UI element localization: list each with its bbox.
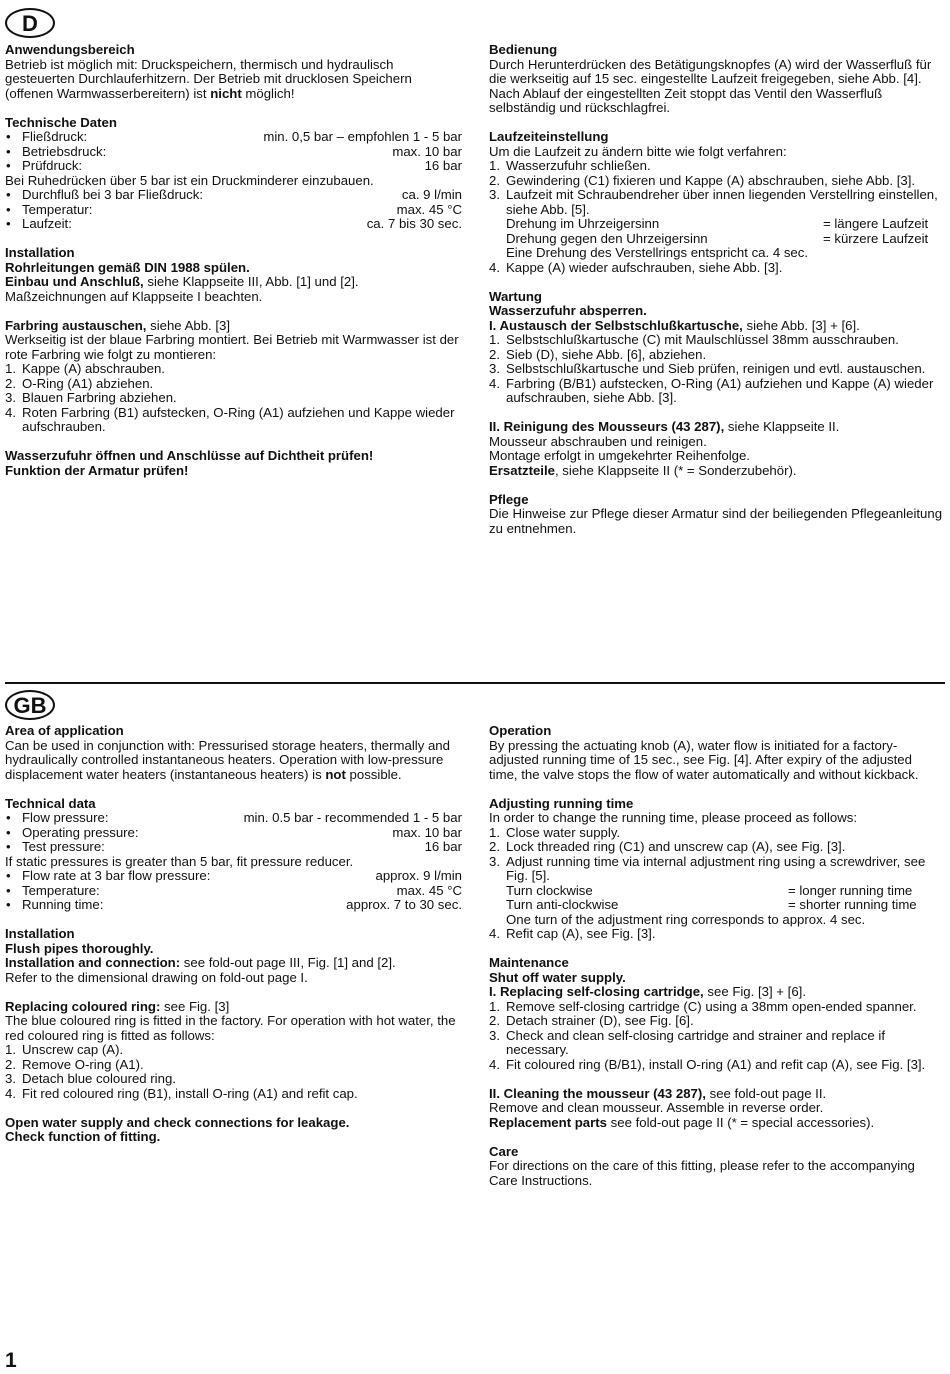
gb-spec-list-2 <box>5 869 462 913</box>
de-turn-clockwise-row: Drehung im Uhrzeigersinn = längere Laufzeit <box>506 216 929 231</box>
gb-open-water-instruction: Open water supply and check connections for leakage. <box>5 1114 350 1130</box>
gb-tech-section <box>5 797 462 913</box>
gb-tech-heading: Technical data <box>5 795 96 811</box>
gb-runtime-section <box>489 797 944 942</box>
gb-care-heading: Care <box>489 1143 519 1159</box>
de-ring-heading: Farbring austauschen, siehe Abb. [3] <box>5 317 231 333</box>
de-care-text: Die Hinweise zur Pflege dieser Armatur sind der beiliegenden Pflegeanleitung zu entnehmen. <box>489 506 943 536</box>
de-cartridge-heading: I. Austausch der Selbstschlußkartusche, siehe Abb. [3] + [6]. <box>489 317 860 333</box>
gb-mousseur-text-1: Remove and clean mousseur. Assemble in reverse order. <box>489 1100 824 1115</box>
gb-runtime-intro: In order to change the running time, please proceed as follows: <box>489 810 858 825</box>
list-item: 3. Adjust running time via internal adjustment ring using a screwdriver, see Fig. [5]. <box>489 853 926 883</box>
language-badge-gb: GB <box>5 690 55 720</box>
gb-operation-section <box>489 724 944 782</box>
gb-cartridge-heading: I. Replacing self-closing cartridge, see Fig. [3] + [6]. <box>489 984 806 999</box>
de-shutoff-instruction: Wasserzufuhr absperren. <box>489 303 647 318</box>
page-number: 1 <box>5 1349 17 1372</box>
list-item: 3. Check and clean self-closing cartridge and strainer and replace if necessary. <box>489 1027 885 1057</box>
de-check-function: Funktion der Armatur prüfen! <box>5 462 189 478</box>
spec-row: • Durchfluß bei 3 bar Fließdruck: ca. 9 l/min <box>5 188 462 203</box>
gb-operation-text: By pressing the actuating knob (A), water flow is initiated for a factory-adjusted running time of 15 sec., see Fig. [4]. After expiry of the adjusted time, the valve stops the flow of water automatically and without kickback. <box>489 737 919 782</box>
de-turn-counterclockwise-row: Drehung gegen den Uhrzeigersinn = kürzere Laufzeit <box>506 230 929 246</box>
de-mousseur-text-2: Montage erfolgt in umgekehrter Reihenfolge. <box>489 448 750 463</box>
list-item: 3. Laufzeit mit Schraubendreher über innen liegenden Verstellring einstellen, siehe Abb. [5]. <box>489 187 938 217</box>
list-item: 1. Close water supply. <box>489 824 621 840</box>
spec-row: • Flow pressure: min. 0.5 bar - recommended 1 - 5 bar <box>5 811 462 826</box>
de-tech-section <box>5 116 462 232</box>
list-item: 1. Wasserzufuhr schließen. <box>489 158 651 173</box>
spec-row: • Laufzeit: ca. 7 bis 30 sec. <box>5 217 462 232</box>
de-runtime-intro: Um die Laufzeit zu ändern bitte wie folgt verfahren: <box>489 143 787 159</box>
spec-row: • Prüfdruck: 16 bar <box>5 159 462 174</box>
gb-scope-heading: Area of application <box>5 723 124 738</box>
gb-dimension-text: Refer to the dimensional drawing on fold-out page I. <box>5 969 308 985</box>
de-maintenance-heading: Wartung <box>489 288 542 304</box>
gb-turn-note: One turn of the adjustment ring corresponds to approx. 4 sec. <box>506 911 866 927</box>
de-spare-parts: Ersatzteile, siehe Klappseite II (* = Sonderzubehör). <box>489 462 797 478</box>
spec-row: • Running time: approx. 7 to 30 sec. <box>5 898 462 913</box>
list-item: 2. Sieb (D), siehe Abb. [6], abziehen. <box>489 346 707 362</box>
de-scope-heading: Anwendungsbereich <box>5 42 135 57</box>
de-care-heading: Pflege <box>489 491 529 507</box>
gb-maintenance-heading: Maintenance <box>489 955 569 970</box>
gb-mousseur-heading: II. Cleaning the mousseur (43 287), see fold-out page II. <box>489 1085 827 1101</box>
de-left-column <box>5 43 462 478</box>
de-dimension-text: Maßzeichnungen auf Klappseite I beachten. <box>5 288 263 304</box>
de-tech-note: Bei Ruhedrücken über 5 bar ist ein Druckminderer einzubauen. <box>5 172 374 188</box>
spec-row: • Operating pressure: max. 10 bar <box>5 826 462 841</box>
de-runtime-heading: Laufzeiteinstellung <box>489 129 609 144</box>
de-ring-section <box>5 319 462 435</box>
gb-operation-heading: Operation <box>489 723 552 738</box>
list-item: 2. Detach strainer (D), see Fig. [6]. <box>489 1013 694 1028</box>
list-item: 2. Remove O-ring (A1). <box>5 1056 144 1072</box>
gb-scope-text: Can be used in conjunction with: Pressurised storage heaters, thermally and hydraulically controlled instantaneous heaters. Operation with low-pressure displacement water heaters (instantaneous heaters) is not possible. <box>5 737 450 782</box>
gb-ring-section <box>5 1000 462 1102</box>
list-item: 2. O-Ring (A1) abziehen. <box>5 375 154 391</box>
list-item: 4. Roten Farbring (B1) aufstecken, O-Ring (A1) aufziehen und Kappe wieder aufschrauben. <box>5 404 455 434</box>
de-flush-instruction: Rohrleitungen gemäß DIN 1988 spülen. <box>5 259 250 275</box>
spec-row: • Test pressure: 16 bar <box>5 840 462 855</box>
de-ring-text: Werkseitig ist der blaue Farbring montiert. Bei Betrieb mit Warmwasser ist der rote Farbring wie folgt zu montieren: <box>5 332 459 362</box>
de-spec-list-2 <box>5 188 462 232</box>
de-turn-note: Eine Drehung des Verstellrings entspricht ca. 4 sec. <box>506 245 809 260</box>
list-item: 3. Blauen Farbring abziehen. <box>5 390 177 405</box>
de-scope-text: Betrieb ist möglich mit: Druckspeichern, thermisch und hydraulisch gesteuerten Durchlauferhitzern. Der Betrieb mit drucklosen Speichern (offenen Warmwasserbereitern) ist nicht möglich! <box>5 56 412 101</box>
gb-ring-text: The blue coloured ring is fitted in the factory. For operation with hot water, the red coloured ring is fitted as follows: <box>5 1013 456 1043</box>
gb-check-function: Check function of fitting. <box>5 1129 161 1144</box>
de-connection-section <box>5 275 462 304</box>
gb-right-column <box>489 724 944 1188</box>
gb-shutoff-instruction: Shut off water supply. <box>489 969 626 985</box>
de-open-water-instruction: Wasserzufuhr öffnen und Anschlüsse auf Dichtheit prüfen! <box>5 448 374 463</box>
de-connection-text: Einbau und Anschluß, siehe Klappseite III, Abb. [1] und [2]. <box>5 274 359 289</box>
list-item: 1. Remove self-closing cartridge (C) using a 38mm open-ended spanner. <box>489 998 917 1014</box>
language-badge-de: D <box>5 8 55 38</box>
gb-care-section <box>489 1145 944 1189</box>
de-tech-heading: Technische Daten <box>5 114 117 130</box>
de-scope-section <box>5 43 462 101</box>
gb-tech-note: If static pressures is greater than 5 bar, fit pressure reducer. <box>5 853 354 869</box>
gb-flush-instruction: Flush pipes thoroughly. <box>5 940 154 956</box>
list-item: 1. Unscrew cap (A). <box>5 1042 124 1057</box>
gb-spec-list-1 <box>5 811 462 855</box>
de-spec-list-1 <box>5 130 462 174</box>
gb-installation-heading: Installation <box>5 926 75 941</box>
spec-row: • Betriebsdruck: max. 10 bar <box>5 145 462 160</box>
gb-connection-section <box>5 956 462 985</box>
gb-connection-text: Installation and connection: see fold-out page III, Fig. [1] and [2]. <box>5 955 396 970</box>
de-runtime-section <box>489 130 944 275</box>
gb-left-column <box>5 724 462 1145</box>
de-care-section <box>489 493 944 537</box>
gb-care-text: For directions on the care of this fitting, please refer to the accompanying Care Instructions. <box>489 1158 915 1188</box>
gb-turn-clockwise-row: Turn clockwise = longer running time <box>506 882 913 898</box>
list-item: 4. Fit red coloured ring (B1), install O-ring (A1) and refit cap. <box>5 1085 358 1101</box>
de-mousseur-section <box>489 420 944 478</box>
de-operation-section <box>489 43 944 116</box>
gb-runtime-heading: Adjusting running time <box>489 795 634 811</box>
gb-ring-heading: Replacing coloured ring: see Fig. [3] <box>5 998 230 1014</box>
spec-row: • Flow rate at 3 bar flow pressure: approx. 9 l/min <box>5 869 462 884</box>
spec-row: • Fließdruck: min. 0,5 bar – empfohlen 1 - 5 bar <box>5 130 462 145</box>
list-item: 2. Lock threaded ring (C1) and unscrew cap (A), see Fig. [3]. <box>489 839 846 854</box>
list-item: 4. Kappe (A) wieder aufschrauben, siehe Abb. [3]. <box>489 259 783 275</box>
gb-spare-parts: Replacement parts see fold-out page II (* = special accessories). <box>489 1114 875 1130</box>
section-divider <box>5 682 945 684</box>
list-item: 2. Gewindering (C1) fixieren und Kappe (A) abschrauben, siehe Abb. [3]. <box>489 172 916 188</box>
de-operation-text: Durch Herunterdrücken des Betätigungsknopfes (A) wird der Wasserfluß für die werkseitig auf 15 sec. eingestellte Laufzeit freigegeben, siehe Abb. [4]. Nach Ablauf der eingestellten Zeit stoppt das Ventil den Wasserfluß selbständig und rückschlagfrei. <box>489 56 932 115</box>
gb-turn-counterclockwise-row: Turn anti-clockwise = shorter running time <box>506 897 917 912</box>
list-item: 3. Detach blue coloured ring. <box>5 1071 176 1086</box>
de-mousseur-text-1: Mousseur abschrauben und reinigen. <box>489 433 707 449</box>
de-installation-heading: Installation <box>5 245 75 260</box>
spec-row: • Temperatur: max. 45 °C <box>5 203 462 218</box>
de-maintenance-section <box>489 290 944 406</box>
list-item: 1. Selbstschlußkartusche (C) mit Maulschlüssel 38mm ausschrauben. <box>489 332 899 347</box>
gb-mousseur-section <box>489 1087 944 1131</box>
list-item: 4. Fit coloured ring (B/B1), install O-ring (A1) and refit cap (A), see Fig. [3]. <box>489 1056 926 1072</box>
list-item: 4. Farbring (B/B1) aufstecken, O-Ring (A1) aufziehen und Kappe (A) wieder aufschrauben, siehe Abb. [3]. <box>489 375 934 405</box>
list-item: 1. Kappe (A) abschrauben. <box>5 361 165 376</box>
list-item: 3. Selbstschlußkartusche und Sieb prüfen, reinigen und evtl. austauschen. <box>489 361 926 376</box>
de-mousseur-heading: II. Reinigung des Mousseurs (43 287), siehe Klappseite II. <box>489 419 840 434</box>
spec-row: • Temperature: max. 45 °C <box>5 884 462 899</box>
de-right-column <box>489 43 944 536</box>
de-operation-heading: Bedienung <box>489 42 558 57</box>
gb-scope-section <box>5 724 462 782</box>
gb-maintenance-section <box>489 956 944 1072</box>
list-item: 4. Refit cap (A), see Fig. [3]. <box>489 926 656 941</box>
